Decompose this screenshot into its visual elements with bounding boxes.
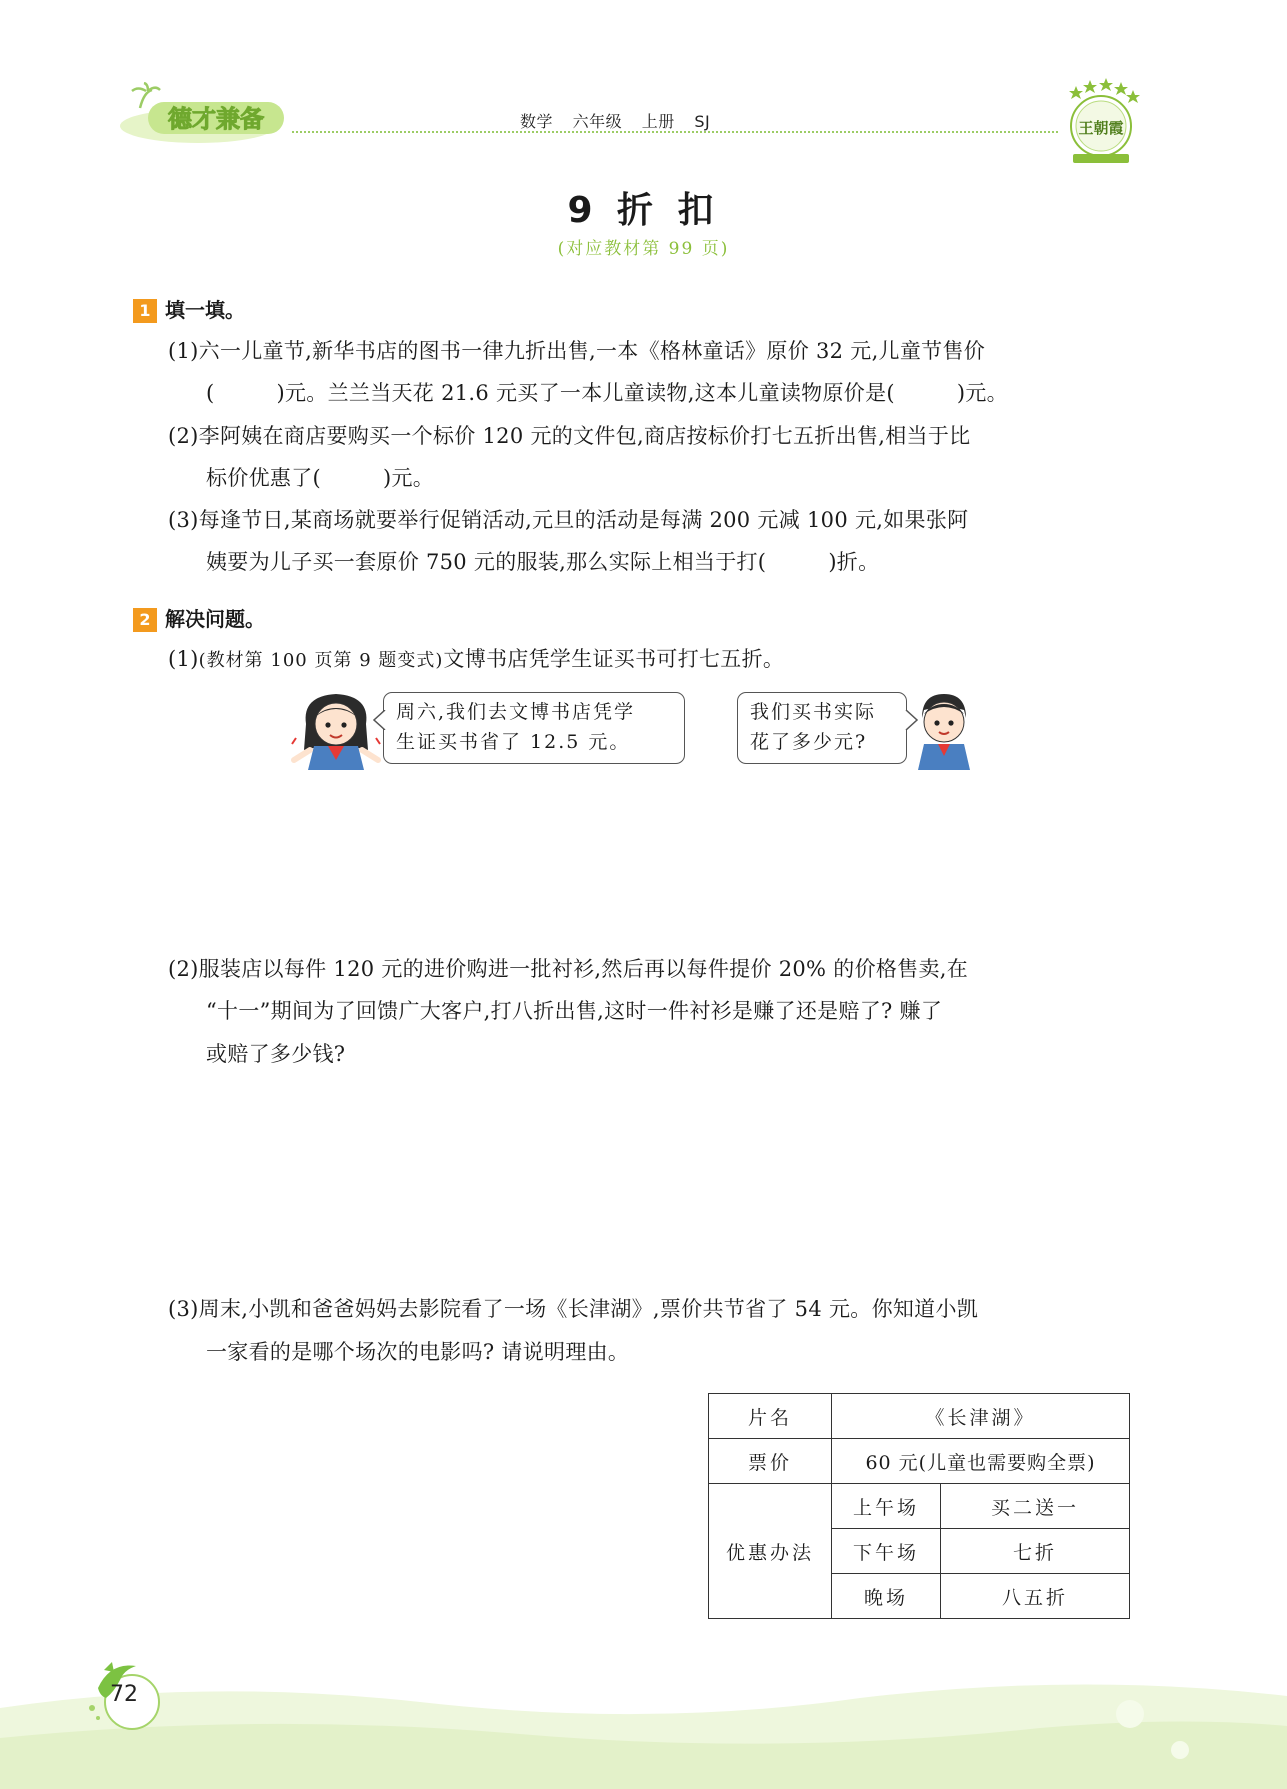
table-cell-discount-label: 优惠办法 bbox=[709, 1484, 832, 1619]
header-course-info bbox=[520, 109, 710, 132]
table-cell-offer: 七折 bbox=[941, 1529, 1130, 1574]
table-cell-session: 上午场 bbox=[832, 1484, 941, 1529]
s2-q1-prefix: (1) bbox=[168, 647, 199, 671]
section-2-heading: 解决问题。 bbox=[165, 607, 265, 631]
table-cell-offer: 八五折 bbox=[941, 1574, 1130, 1619]
movie-discount-table bbox=[708, 1393, 1130, 1619]
girl-speech-bubble bbox=[383, 692, 685, 764]
lesson-textbook-reference: (对应教材第 99 页) bbox=[557, 239, 730, 259]
footer-decoration bbox=[0, 1668, 1287, 1789]
s2-q3-line1: (3)周末,小凯和爸爸妈妈去影院看了一场《长津湖》,票价共节省了 54 元。你知道小凯 bbox=[168, 1297, 979, 1321]
table-cell-film-value: 《长津湖》 bbox=[832, 1394, 1130, 1439]
section-2-header bbox=[133, 603, 265, 632]
brand-text: 德才兼备 bbox=[168, 105, 264, 133]
s2-q1-textbook-note: (教材第 100 页第 9 题变式) bbox=[198, 650, 444, 671]
s1-q1-line2-end: )元。 bbox=[956, 381, 1008, 405]
s2-q3-line2: 一家看的是哪个场次的电影吗? 请说明理由。 bbox=[206, 1340, 630, 1364]
girl-illustration bbox=[288, 688, 384, 770]
table-cell-price-value: 60 元(儿童也需要购全票) bbox=[832, 1439, 1130, 1484]
s2-q1-line bbox=[168, 644, 784, 676]
header-grade: 六年级 bbox=[572, 112, 623, 131]
publisher-seal bbox=[1060, 76, 1142, 166]
boy-speech-line2: 花了多少元? bbox=[750, 731, 868, 753]
lesson-title: 9 折 扣 bbox=[567, 190, 720, 231]
s1-q2-line2-text: 标价优惠了( bbox=[206, 466, 321, 490]
girl-bubble-tail bbox=[373, 710, 387, 730]
section-2-badge: 2 bbox=[133, 608, 157, 632]
header-edition: SJ bbox=[694, 112, 711, 131]
boy-speech-line1: 我们买书实际 bbox=[750, 701, 877, 723]
brand-logo bbox=[118, 82, 296, 144]
s1-q2-line2-end: )元。 bbox=[383, 466, 435, 490]
girl-speech-line1: 周六,我们去文博书店凭学 bbox=[396, 701, 636, 723]
s2-q2-line1: (2)服装店以每件 120 元的进价购进一批衬衫,然后再以每件提价 20% 的价格售卖,在 bbox=[168, 957, 969, 981]
s1-q3-line2-text: 姨要为儿子买一套原价 750 元的服装,那么实际上相当于打( bbox=[206, 550, 767, 574]
table-cell-price-label: 票价 bbox=[709, 1439, 832, 1484]
s2-q2-line3: 或赔了多少钱? bbox=[206, 1042, 346, 1066]
s1-q3-line2-end: )折。 bbox=[828, 550, 880, 574]
seal-text: 王朝霞 bbox=[1078, 119, 1124, 137]
s1-q3-line2 bbox=[206, 547, 879, 577]
s2-q2-line2: “十一”期间为了回馈广大客户,打八折出售,这时一件衬衫是赚了还是赔了? 赚了 bbox=[206, 999, 943, 1023]
s1-q1-line2-text: )元。兰兰当天花 21.6 元买了一本儿童读物,这本儿童读物原价是( bbox=[276, 381, 895, 405]
s1-q2-line1: (2)李阿姨在商店要购买一个标价 120 元的文件包,商店按标价打七五折出售,相当于比 bbox=[168, 424, 971, 448]
table-cell-session: 晚场 bbox=[832, 1574, 941, 1619]
boy-speech-bubble bbox=[737, 692, 907, 764]
table-row-price bbox=[709, 1439, 1130, 1484]
table-cell-session: 下午场 bbox=[832, 1529, 941, 1574]
section-1-heading: 填一填。 bbox=[165, 298, 245, 322]
table-row-film bbox=[709, 1394, 1130, 1439]
s1-q2-line2 bbox=[206, 463, 434, 493]
table-cell-film-label: 片名 bbox=[709, 1394, 832, 1439]
page-number: 72 bbox=[110, 1682, 138, 1707]
s1-q1-line1: (1)六一儿童节,新华书店的图书一律九折出售,一本《格林童话》原价 32 元,儿童节售价 bbox=[168, 339, 986, 363]
s1-q1-line2 bbox=[206, 378, 1008, 408]
s1-q3-line1: (3)每逢节日,某商场就要举行促销活动,元旦的活动是每满 200 元减 100 元,如果张阿 bbox=[168, 508, 969, 532]
girl-speech-line2: 生证买书省了 12.5 元。 bbox=[396, 731, 631, 753]
table-row bbox=[709, 1484, 1130, 1529]
table-cell-offer: 买二送一 bbox=[941, 1484, 1130, 1529]
section-1-header bbox=[133, 294, 245, 323]
s1-q1-paren-open: ( bbox=[206, 381, 215, 405]
s2-q1-text: 文博书店凭学生证买书可打七五折。 bbox=[443, 647, 785, 671]
header-subject: 数学 bbox=[520, 112, 554, 131]
boy-illustration bbox=[912, 688, 976, 770]
section-1-badge: 1 bbox=[133, 299, 157, 323]
header-volume: 上册 bbox=[641, 112, 675, 131]
